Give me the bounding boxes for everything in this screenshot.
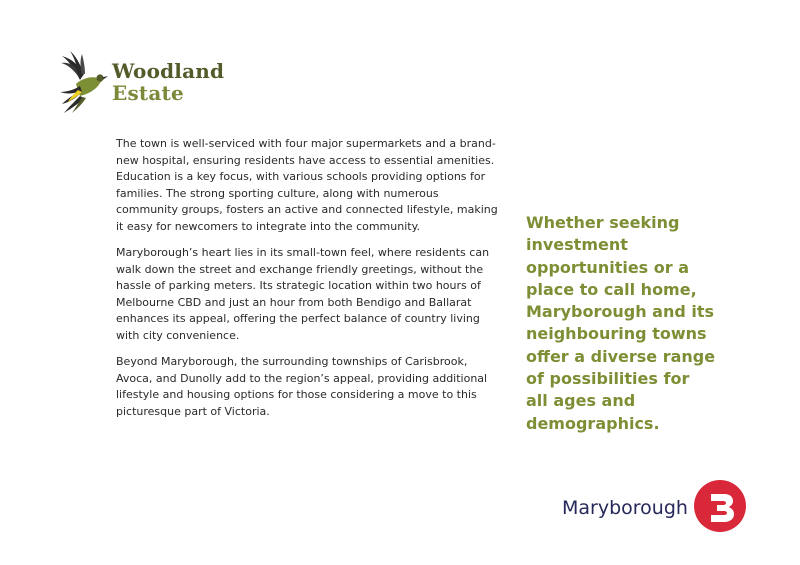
logo-word-woodland: Woodland: [112, 59, 225, 83]
logo-word-estate: Estate: [112, 81, 184, 105]
woodland-estate-logo: [58, 50, 224, 114]
body-paragraph-services: The town is well-serviced with four major supermarkets and a brand-new hospital, ensuring residents have access to essential amenities. Education is a key focus, with various schools providing options for families. The strong sporting culture, along with numerous community groups, fosters an active and connected lifestyle, making it easy for newcomers to integrate into the community.: [116, 137, 498, 233]
maryborough-brand: [562, 480, 746, 536]
brand-name: Maryborough: [562, 497, 688, 519]
body-paragraph-townships: Beyond Maryborough, the surrounding townships of Carisbrook, Avoca, and Dunolly add to the region’s appeal, providing additional lifestyle and housing options for those considering a move to this picturesque part of Victoria.: [116, 355, 488, 418]
maryborough-logo-mark-icon: [694, 480, 746, 536]
body-copy: [116, 136, 499, 430]
bird-icon: [58, 50, 108, 114]
body-paragraph-heart: Maryborough’s heart lies in its small-town feel, where residents can walk down the street and exchange friendly greetings, without the hassle of parking meters. Its strategic location within two hours of Melbourne CBD and just an hour from both Bendigo and Ballarat enhances its appeal, offering the perfect balance of country living with city convenience.: [116, 246, 490, 342]
pull-quote: Whether seeking investment opportunities or a place to call home, Maryborough and its neighbouring towns offer a diverse range of possibilities for all ages and demographics.: [526, 213, 716, 433]
